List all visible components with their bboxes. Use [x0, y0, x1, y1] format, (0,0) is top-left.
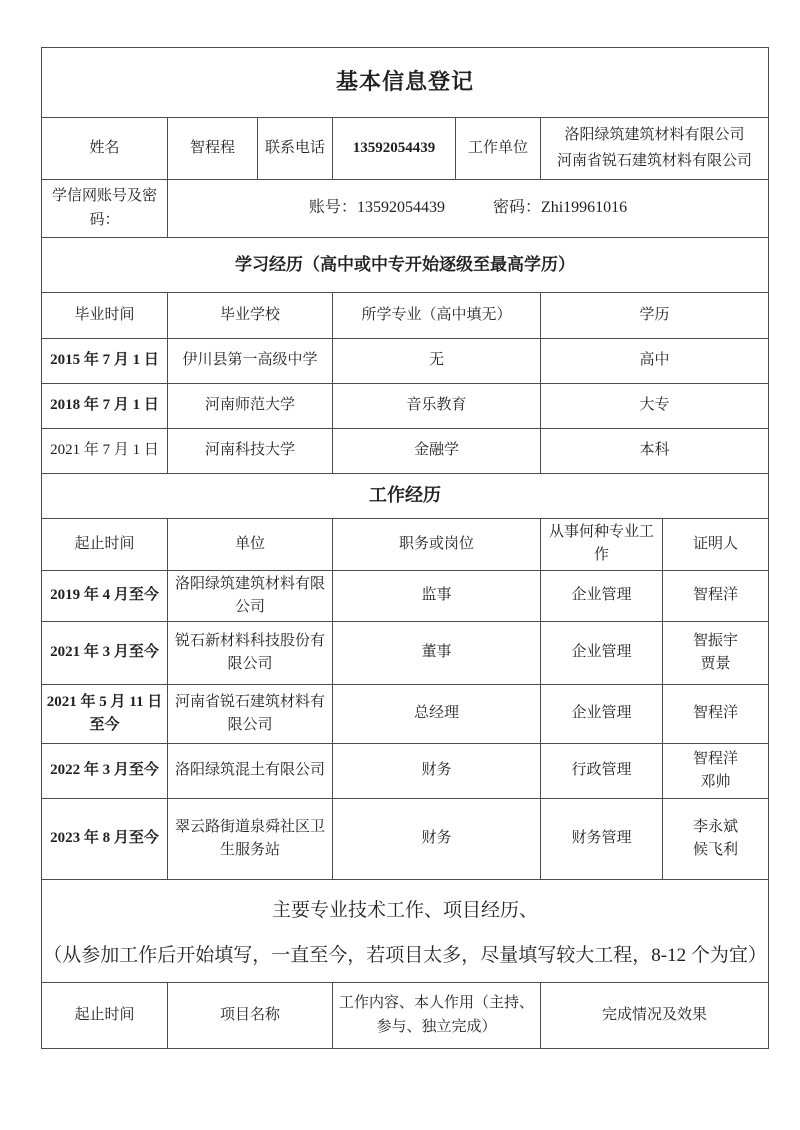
registration-form-table — [41, 47, 769, 1049]
work-row-1-position: 董事 — [333, 622, 541, 685]
work-section-row — [42, 474, 769, 519]
work-row-4-reference: 李永斌 候飞利 — [663, 799, 769, 880]
form-title: 基本信息登记 — [42, 48, 769, 118]
work-row-2-company: 河南省锐石建筑材料有限公司 — [168, 685, 333, 744]
edu-row-0-date: 2015 年 7 月 1 日 — [42, 339, 168, 384]
edu-header-major: 所学专业（高中填无） — [333, 293, 541, 339]
work-header-company: 单位 — [168, 519, 333, 571]
edu-row-1-date: 2018 年 7 月 1 日 — [42, 384, 168, 429]
employer-value — [541, 118, 769, 180]
projects-header-row — [42, 983, 769, 1049]
work-row-1-period: 2021 年 3 月至今 — [42, 622, 168, 685]
edu-row-0-major: 无 — [333, 339, 541, 384]
work-row-2-position: 总经理 — [333, 685, 541, 744]
projects-title-line-2: （从参加工作后开始填写，一直至今，若项目太多，尽量填写较大工程，8-12 个为宜） — [43, 945, 767, 967]
phone-label: 联系电话 — [258, 118, 333, 180]
account-label: 账号： — [308, 199, 357, 217]
name-label: 姓名 — [42, 118, 168, 180]
edu-row-2-school: 河南科技大学 — [168, 429, 333, 474]
work-row-2-period: 2021 年 5 月 11 日 至今 — [42, 685, 168, 744]
work-row-2-reference: 智程洋 — [663, 685, 769, 744]
work-row-1-company: 锐石新材料科技股份有限公司 — [168, 622, 333, 685]
work-row-0-position: 监事 — [333, 570, 541, 622]
edu-header-date: 毕业时间 — [42, 293, 168, 339]
basic-info-row — [42, 118, 769, 180]
edu-row-2-date: 2021 年 7 月 1 日 — [42, 429, 168, 474]
name-value: 智程程 — [168, 118, 258, 180]
edu-row-2-degree: 本科 — [541, 429, 769, 474]
work-row-4-position: 财务 — [333, 799, 541, 880]
account-value: 13592054439 — [356, 199, 445, 217]
employer-line-2: 河南省锐石建筑材料有限公司 — [557, 152, 753, 169]
projects-section-title — [42, 880, 769, 983]
work-row-3-period: 2022 年 3 月至今 — [42, 744, 168, 799]
work-row — [42, 570, 769, 622]
education-row — [42, 429, 769, 474]
work-row-1-reference: 智振宇 贾景 — [663, 622, 769, 685]
work-row-3-field: 行政管理 — [541, 744, 663, 799]
education-header-row — [42, 293, 769, 339]
edu-row-1-major: 音乐教育 — [333, 384, 541, 429]
education-section-title: 学习经历（高中或中专开始逐级至最高学历） — [42, 238, 769, 293]
xuexin-value — [168, 180, 769, 238]
edu-header-degree: 学历 — [541, 293, 769, 339]
edu-row-1-degree: 大专 — [541, 384, 769, 429]
work-row — [42, 799, 769, 880]
work-row — [42, 744, 769, 799]
work-row-0-reference: 智程洋 — [663, 570, 769, 622]
edu-header-school: 毕业学校 — [168, 293, 333, 339]
work-row-3-reference: 智程洋 邓帅 — [663, 744, 769, 799]
phone-value: 13592054439 — [333, 118, 456, 180]
work-row — [42, 685, 769, 744]
proj-header-result: 完成情况及效果 — [541, 983, 769, 1049]
employer-line-1: 洛阳绿筑建筑材料有限公司 — [564, 127, 745, 143]
projects-section-row — [42, 880, 769, 983]
work-header-reference: 证明人 — [663, 519, 769, 571]
employer-label: 工作单位 — [456, 118, 541, 180]
work-header-field: 从事何种专业工作 — [541, 519, 663, 571]
edu-row-2-major: 金融学 — [333, 429, 541, 474]
education-row — [42, 339, 769, 384]
work-row-1-field: 企业管理 — [541, 622, 663, 685]
work-row-2-field: 企业管理 — [541, 685, 663, 744]
work-row-4-period: 2023 年 8 月至今 — [42, 799, 168, 880]
education-row — [42, 384, 769, 429]
work-row-0-field: 企业管理 — [541, 570, 663, 622]
work-row-3-position: 财务 — [333, 744, 541, 799]
proj-header-name: 项目名称 — [168, 983, 333, 1049]
edu-row-0-school: 伊川县第一高级中学 — [168, 339, 333, 384]
password-value: Zhi19961016 — [540, 199, 628, 217]
work-row-4-company: 翠云路街道泉舜社区卫生服务站 — [168, 799, 333, 880]
work-row-3-company: 洛阳绿筑混土有限公司 — [168, 744, 333, 799]
projects-title-line-1: 主要专业技术工作、项目经历、 — [272, 900, 539, 921]
proj-header-content: 工作内容、本人作用（主持、参与、独立完成） — [333, 983, 541, 1049]
password-label: 密码： — [492, 199, 541, 217]
work-row-0-company: 洛阳绿筑建筑材料有限公司 — [168, 570, 333, 622]
work-row-0-period: 2019 年 4 月至今 — [42, 570, 168, 622]
work-row-4-field: 财务管理 — [541, 799, 663, 880]
education-section-row — [42, 238, 769, 293]
work-header-row — [42, 519, 769, 571]
work-section-title: 工作经历 — [42, 474, 769, 519]
xuexin-label: 学信网账号及密码： — [42, 180, 168, 238]
work-row — [42, 622, 769, 685]
work-header-period: 起止时间 — [42, 519, 168, 571]
xuexin-row — [42, 180, 769, 238]
work-header-position: 职务或岗位 — [333, 519, 541, 571]
title-row — [42, 48, 769, 118]
edu-row-0-degree: 高中 — [541, 339, 769, 384]
proj-header-period: 起止时间 — [42, 983, 168, 1049]
account-field — [309, 199, 445, 216]
password-field — [493, 199, 627, 216]
edu-row-1-school: 河南师范大学 — [168, 384, 333, 429]
